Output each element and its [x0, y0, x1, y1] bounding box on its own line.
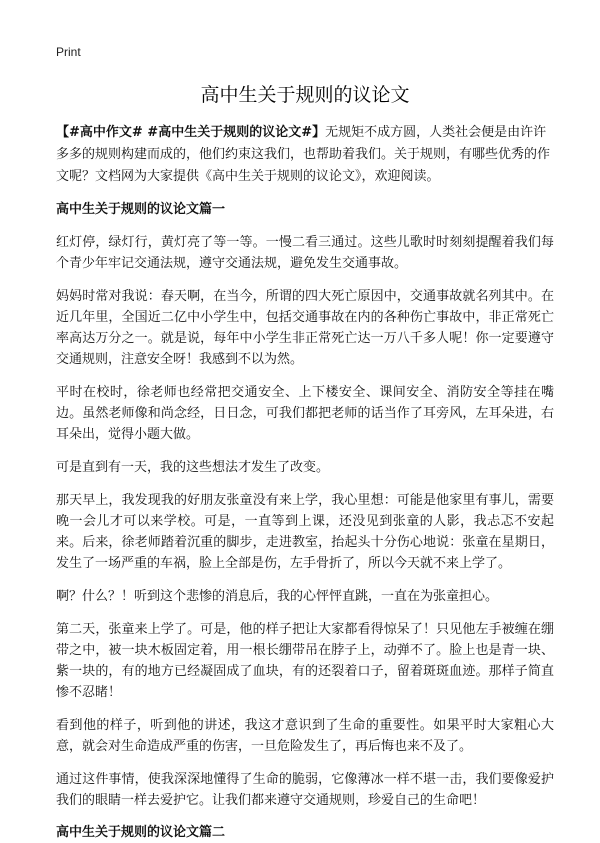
- intro-paragraph: [56, 122, 554, 188]
- intro-text: 无规矩不成方圆，人类社会便是由许许多多的规则构建而成的，他们约束这我们，也帮助着我们。关于规则，有哪些优秀的作文呢？文档网为大家提供《高中生关于规则的议论文》，欢迎阅读。: [56, 125, 551, 184]
- section-heading-2: 高中生关于规则的议论文篇二: [56, 825, 226, 840]
- body-paragraph: 那天早上，我发现我的好朋友张童没有来上学，我心里想：可能是他家里有事儿，需要晚一会儿才可以来学校。可是，一直等到上课，还没见到张童的人影，我忐忑不安起来。后来，徐老师踏着沉重的脚步，走进教室，抬起头十分伤心地说：张童在星期日，发生了一场严重的车祸，脸上全部是伤，左手骨折了，所以今天就不来上学了。: [56, 493, 554, 571]
- article-title: 高中生关于规则的议论文: [200, 84, 410, 106]
- body-paragraph: 第二天，张童来上学了。可是，他的样子把让大家都看得惊呆了！只见他左手被缠在绷带之中，被一块木板固定着，用一根长绷带吊在脖子上，动弹不了。脸上也是青一块、紫一块的，有的地方已经凝固成了血块，有的还裂着口子，留着斑斑血迹。那样子简直惨不忍睹！: [56, 622, 554, 700]
- body-paragraph: 通过这件事情，使我深深地懂得了生命的脆弱，它像薄冰一样不堪一击，我们要像爱护我们的眼睛一样去爱护它。让我们都来遵守交通规则，珍爱自己的生命吧！: [56, 772, 554, 808]
- body-paragraph: 看到他的样子，听到他的讲述，我这才意识到了生命的重要性。如果平时大家粗心大意，就会对生命造成严重的伤害，一旦危险发生了，再后悔也来不及了。: [56, 718, 554, 754]
- body-paragraph: 妈妈时常对我说：春天啊，在当今，所谓的四大死亡原因中，交通事故就名列其中。在近几年里，全国近二亿中小学生中，包括交通事故在内的各种伤亡事故中，非正常死亡率高达万分之一。就是说，每年中小学生非正常死亡达一万八千多人呢！你一定要遵守交通规则，注意安全呀！我感到不以为然。: [56, 289, 554, 367]
- print-link[interactable]: Print: [56, 45, 81, 59]
- body-paragraph: 红灯停，绿灯行，黄灯亮了等一等。一慢二看三通过。这些儿歌时时刻刻提醒着我们每个青少年牢记交通法规，遵守交通法规，避免发生交通事故。: [56, 235, 554, 271]
- section-heading-1: 高中生关于规则的议论文篇一: [56, 202, 226, 217]
- intro-tag: 【#高中作文# #高中生关于规则的议论文#】: [56, 125, 326, 140]
- body-paragraph: 平时在校时，徐老师也经常把交通安全、上下楼安全、课间安全、消防安全等挂在嘴边。虽然老师像和尚念经，日日念，可我们都把老师的话当作了耳旁风，左耳朵进，右耳朵出，觉得小题大做。: [56, 385, 554, 442]
- body-paragraph: 可是直到有一天，我的这些想法才发生了改变。: [56, 460, 330, 475]
- body-paragraph: 啊？什么？！听到这个悲惨的消息后，我的心怦怦直跳，一直在为张童担心。: [56, 589, 499, 604]
